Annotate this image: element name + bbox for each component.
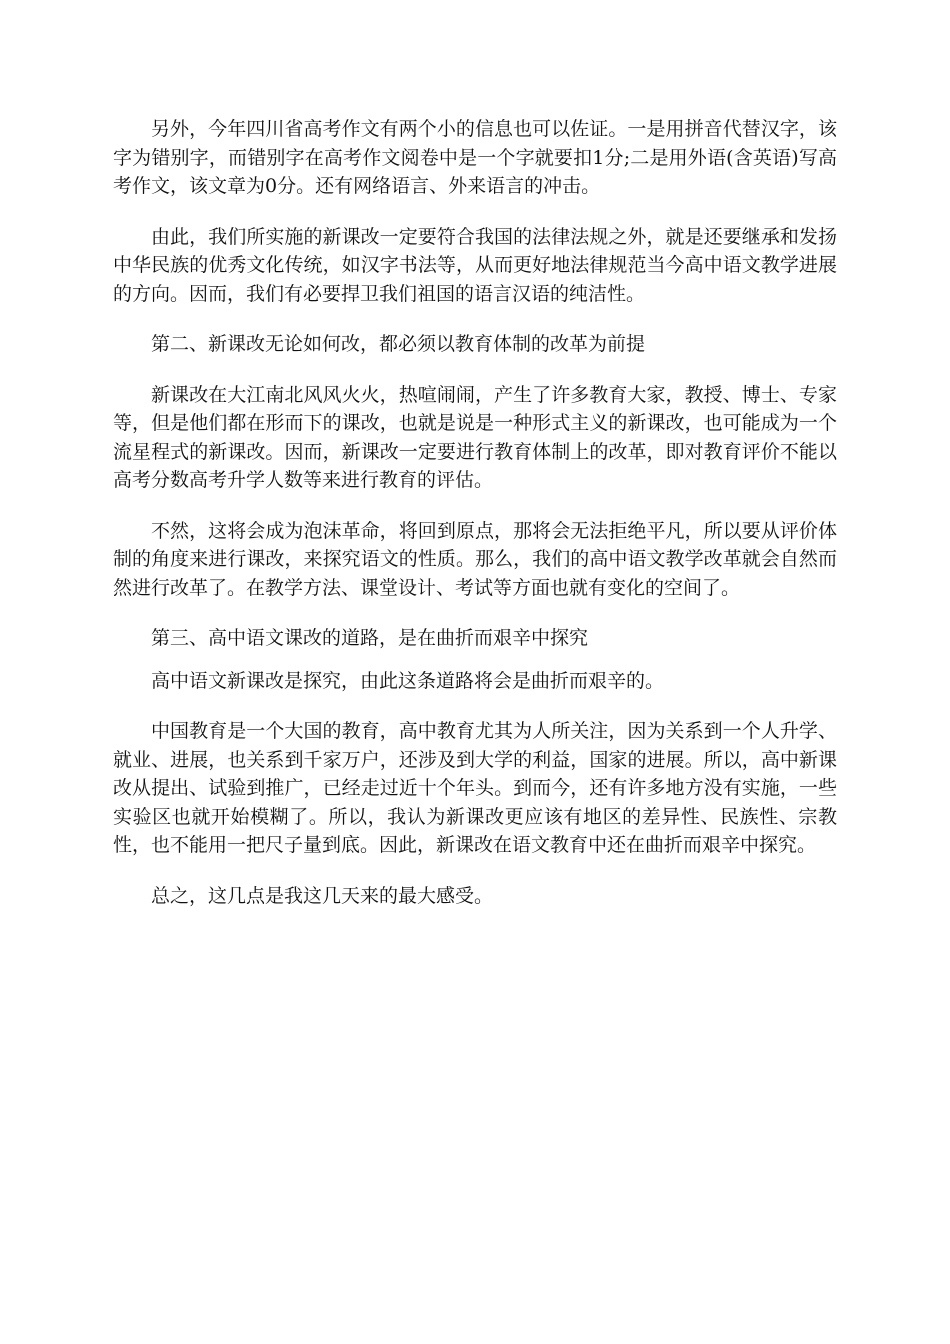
paragraph-china-education: 中国教育是一个大国的教育，高中教育尤其为人所关注，因为关系到一个人升学、就业、进展，也关系到千家万户，还涉及到大学的利益，国家的进展。所以，高中新课改从提出、试验到推广，已经走过近十个年头。到而今，还有许多地方没有实施，一些实验区也就开始模糊了。所以，我认为新课改更应该有地区的差异性、民族性、宗教性，也不能用一把尺子量到底。因此，新课改在语文教育中还在曲折而艰辛中探究。 — [113, 720, 837, 856]
paragraph-exploration-path: 高中语文新课改是探究，由此这条道路将会是曲折而艰辛的。 — [151, 669, 665, 692]
paragraph-evaluation-system: 不然，这将会成为泡沫革命，将回到原点，那将会无法拒绝平凡，所以要从评价体制的角度来进行课改，来探究语文的性质。那么，我们的高中语文教学改革就会自然而然进行改革了。在教学方法、课堂设计、考试等方面也就有变化的空间了。 — [113, 519, 837, 599]
paragraph-conclusion: 总之，这几点是我这几天来的最大感受。 — [151, 884, 494, 907]
document-body — [113, 115, 837, 932]
section-heading-second: 第二、新课改无论如何改，都必须以教育体制的改革为前提 — [151, 333, 646, 355]
paragraph-laws-and-tradition: 由此，我们所实施的新课改一定要符合我国的法律法规之外，就是还要继承和发扬中华民族的优秀文化传统，如汉字书法等，从而更好地法律规范当今高中语文教学进展的方向。因而，我们有必要捍卫我们祖国的语言汉语的纯洁性。 — [113, 225, 837, 305]
paragraph-reform-across-country: 新课改在大江南北风风火火，热喧闹闹，产生了许多教育大家，教授、博士、专家等，但是他们都在形而下的课改，也就是说是一种形式主义的新课改，也可能成为一个流星程式的新课改。因而，新课改一定要进行教育体制上的改革，即对教育评价不能以高考分数高考升学人数等来进行教育的评估。 — [113, 383, 837, 491]
section-heading-third: 第三、高中语文课改的道路，是在曲折而艰辛中探究 — [151, 627, 589, 649]
paragraph-sichuan-exam-evidence: 另外，今年四川省高考作文有两个小的信息也可以佐证。一是用拼音代替汉字，该字为错别字，而错别字在高考作文阅卷中是一个字就要扣1分;二是用外语(含英语)写高考作文，该文章为0分。还有网络语言、外来语言的冲击。 — [113, 118, 837, 197]
